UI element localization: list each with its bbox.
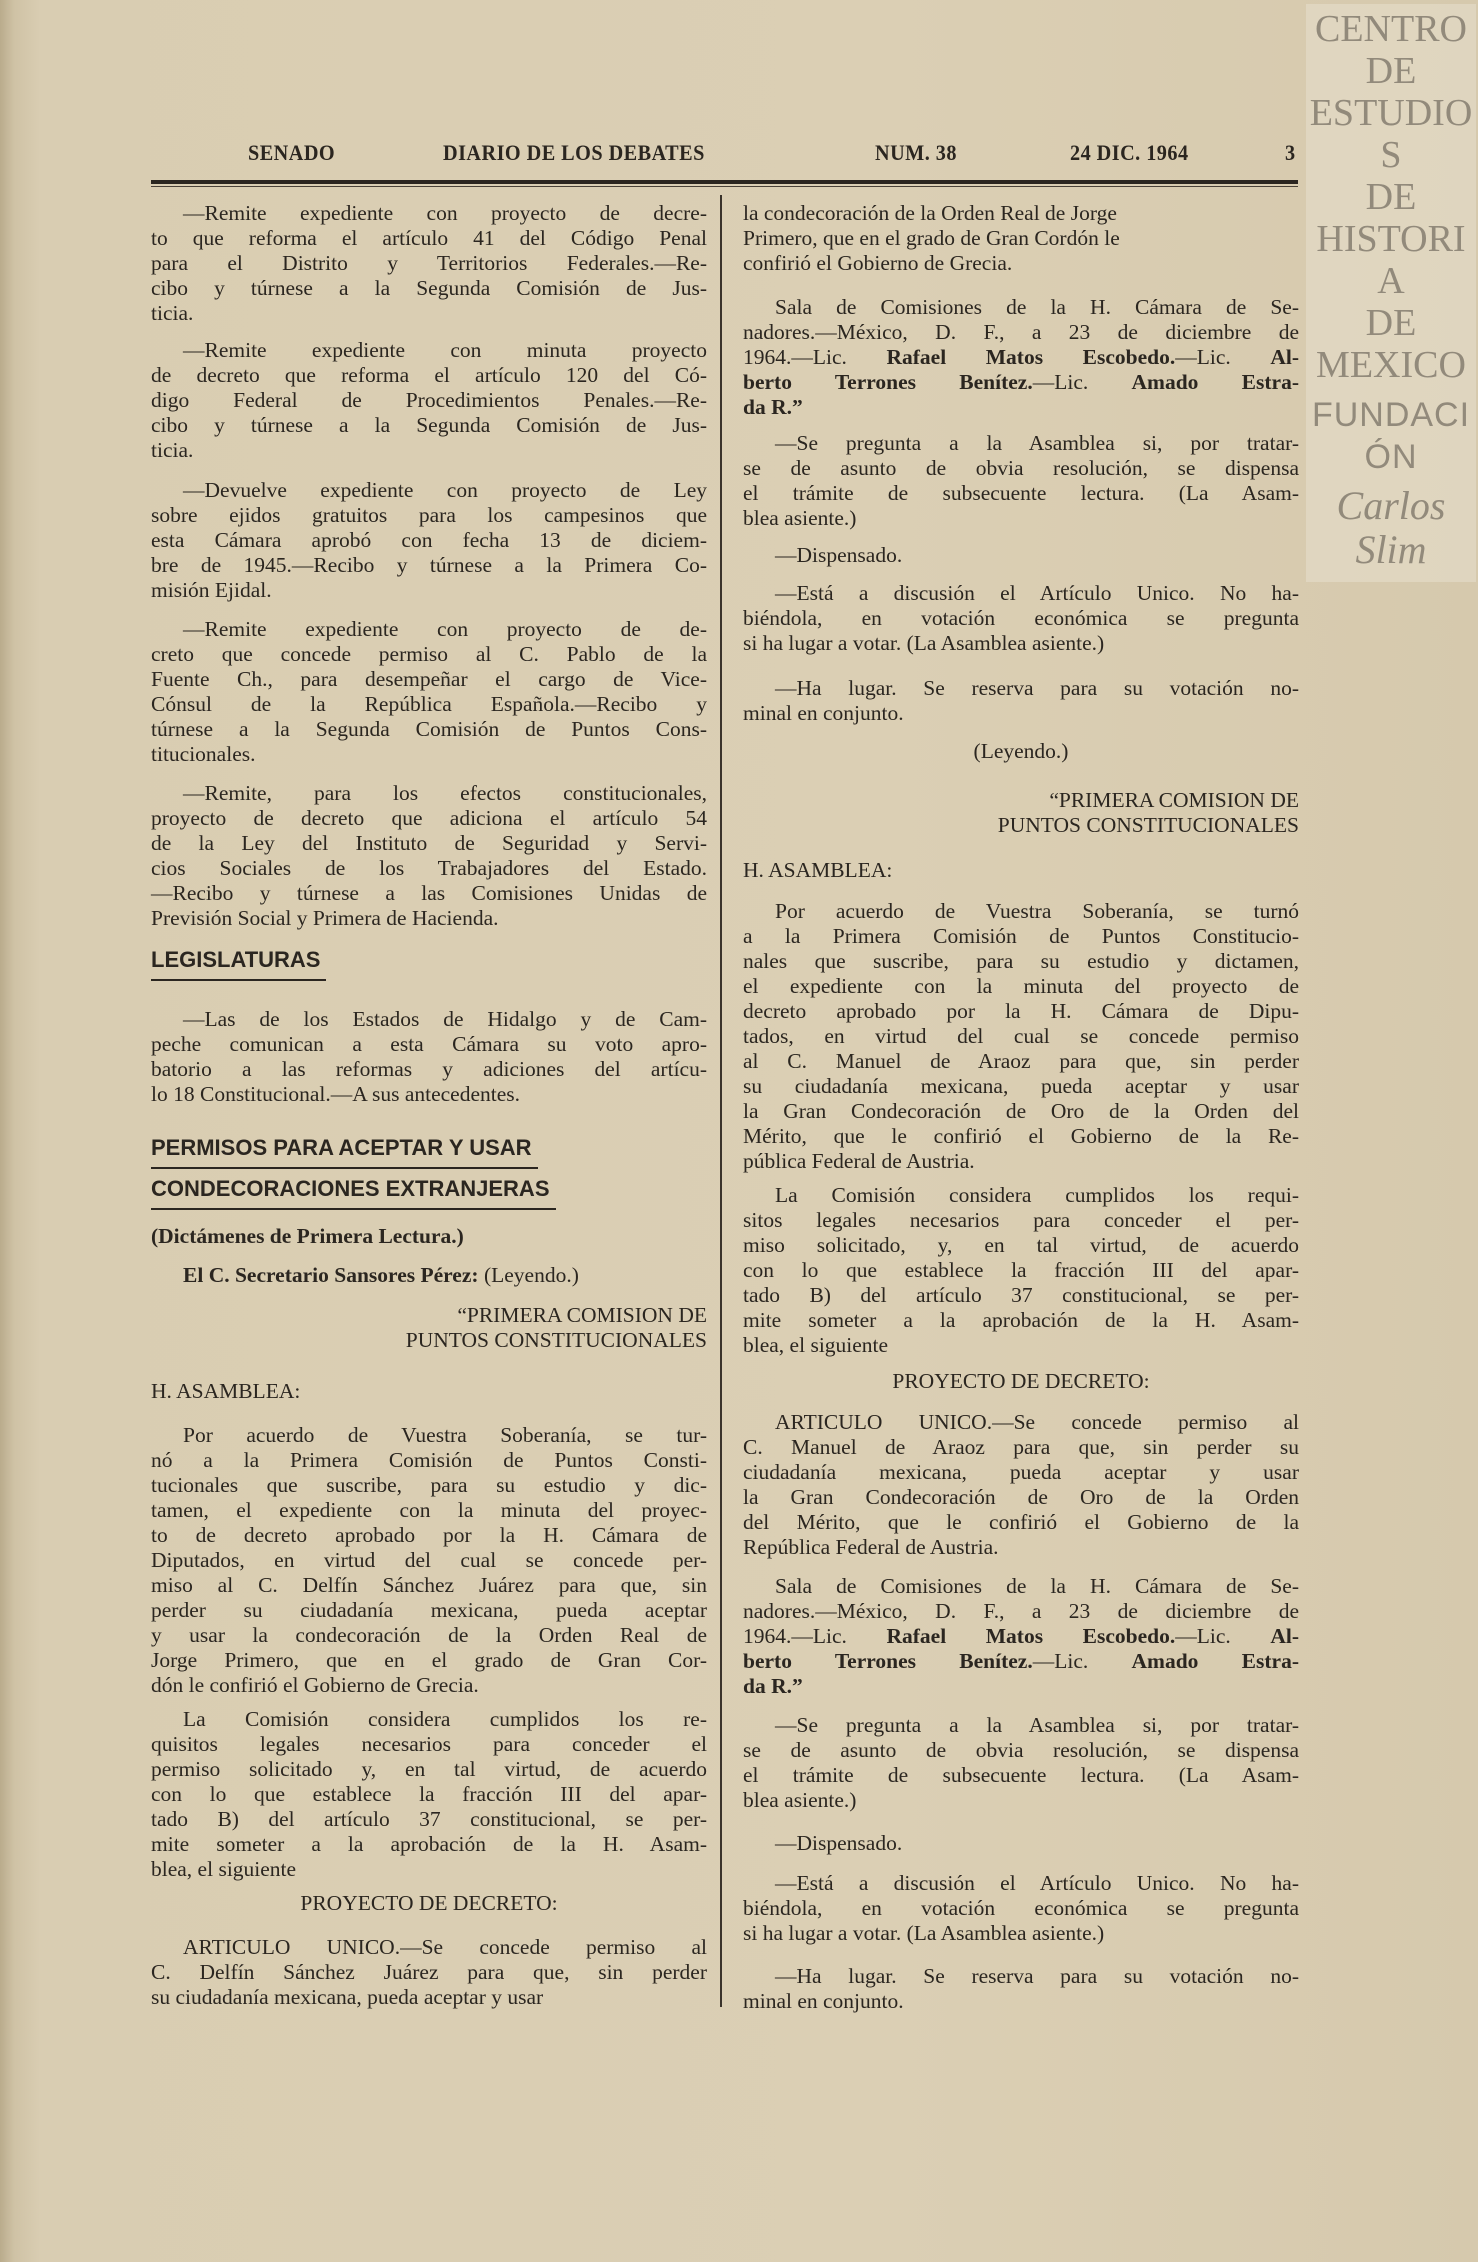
heading-line [151,940,707,981]
text-line: su ciudadanía mexicana, pueda aceptar y usar [743,1074,1299,1098]
header-date: 24 DIC. 1964 [1070,140,1189,165]
text: —Lic. [1175,345,1271,369]
text-line: ARTICULO UNICO.—Se concede permiso al [775,1410,1299,1434]
text-line: miso al C. Delfín Sánchez Juárez para que, sin [151,1573,707,1597]
text-line: si ha lugar a votar. (La Asamblea asiente.) [743,631,1105,655]
text-line: ciudadanía mexicana, pueda aceptar y usar [743,1460,1299,1484]
text-line: to de decreto aprobado por la H. Cámara de [151,1523,707,1547]
section-heading [151,1128,707,1210]
text-line: —Está a discusión el Artículo Unico. No ha- [775,581,1299,605]
paragraph [151,201,707,326]
text-line: miso solicitado, y, en tal virtud, de acuerdo [743,1233,1299,1257]
text-line: tados, en virtud del cual se concede permiso [743,1024,1299,1048]
text-line: —Se pregunta a la Asamblea si, por tratar- [775,1713,1299,1737]
text-line: —Remite, para los efectos constitucionales, [183,781,707,805]
text-line: —Recibo y túrnese a las Comisiones Unidas de [151,881,707,905]
text-line: a la Primera Comisión de Puntos Constitucio- [743,924,1299,948]
text-line: mite someter a la aprobación de la H. Asam- [151,1832,707,1856]
text-line: con lo que establece la fracción III del apar- [743,1258,1299,1282]
text-line [743,1649,1299,1674]
text-line: lo 18 Constitucional.—A sus antecedentes. [151,1082,521,1106]
text-line: Jorge Primero, que en el grado de Gran Cor- [151,1648,707,1672]
bold-text: (Dictámenes de Primera Lectura.) [151,1224,464,1248]
paragraph [743,1964,1299,2014]
text-line: batorio a las reformas y adiciones del artícu- [151,1057,707,1081]
text-line: tado B) del artículo 37 constitucional, se per- [151,1807,707,1831]
text-line: —Dispensado. [775,1831,903,1855]
text-line: la Gran Condecoración de Oro de la Orden [743,1485,1299,1509]
text-line: bre de 1945.—Recibo y túrnese a la Primera Co- [151,553,707,577]
text-line: su ciudadanía mexicana, pueda aceptar y usar [151,1985,544,2009]
paragraph [743,1410,1299,1560]
text-line: creto que concede permiso al C. Pablo de la [151,642,707,666]
text-line: H. ASAMBLEA: [151,1379,301,1403]
heading-line [151,1128,707,1169]
text: —Lic. [1175,1624,1271,1648]
paragraph [743,1831,1299,1856]
text-line: perder su ciudadanía mexicana, pueda aceptar [151,1598,707,1622]
text-line: “PRIMERA COMISION DE [1049,788,1299,812]
text-line [151,1263,707,1288]
text-line: túrnese a la Segunda Comisión de Puntos Cons- [151,717,707,741]
text: —Lic. [1032,370,1132,394]
paragraph [151,1007,707,1107]
text-line: tamen, el expediente con la minuta del proyec- [151,1498,707,1522]
paragraph [743,1713,1299,1813]
text-line: —Remite expediente con proyecto de de- [183,617,707,641]
text-line: PUNTOS CONSTITUCIONALES [405,1328,707,1352]
text-line: Por acuerdo de Vuestra Soberanía, se tur- [183,1423,707,1447]
text-line: —Ha lugar. Se reserva para su votación no- [775,676,1299,700]
heading-text: LEGISLATURAS [151,941,326,981]
text-line: cios Sociales de los Trabajadores del Estado. [151,856,707,880]
text-line: ticia. [151,438,194,462]
text-line: “PRIMERA COMISION DE [457,1303,707,1327]
paragraph [743,581,1299,656]
watermark-line: DE HISTORIA [1316,176,1466,302]
text-line: Por acuerdo de Vuestra Soberanía, se turnó [775,899,1299,923]
text-line: biéndola, en votación económica se pregunta [743,606,1299,630]
text-line: sitos legales necesarios para conceder el per- [743,1208,1299,1232]
text-line: mite someter a la aprobación de la H. Asam- [743,1308,1299,1332]
bold-text: El C. Secretario Sansores Pérez: [183,1263,479,1287]
text-line: —Dispensado. [775,543,903,567]
text-line: minal en conjunto. [743,701,904,725]
text-line: misión Ejidal. [151,578,272,602]
text-line: C. Manuel de Araoz para que, sin perder su [743,1435,1299,1459]
paragraph [743,788,1299,838]
text-line: pública Federal de Austria. [743,1149,975,1173]
paragraph [743,201,1299,276]
bold-text: Amado Estra- [1131,1649,1299,1673]
text-line: quisitos legales necesarios para conceder el [151,1732,707,1756]
text-line: Sala de Comisiones de la H. Cámara de Se- [775,295,1299,319]
text-line: Cónsul de la República Española.—Recibo y [151,692,707,716]
text-line: —Remite expediente con proyecto de decre- [183,201,707,225]
watermark-line: DE MEXICO [1316,302,1466,386]
heading-line [151,1169,707,1210]
paragraph [151,1263,707,1288]
column-divider [720,195,722,2007]
text-line: —Devuelve expediente con proyecto de Ley [183,478,707,502]
text-line: cibo y túrnese a la Segunda Comisión de Jus- [151,413,707,437]
text-line: el trámite de subsecuente lectura. (La Asam- [743,1763,1299,1787]
paragraph [151,1379,707,1404]
paragraph [151,1935,707,2010]
text-line: dón le confirió el Gobierno de Grecia. [151,1673,479,1697]
text-line: el expediente con la minuta del proyecto de [743,974,1299,998]
text-line: si ha lugar a votar. (La Asamblea asiente.) [743,1921,1105,1945]
text-line: Sala de Comisiones de la H. Cámara de Se- [775,1574,1299,1598]
header-chamber: SENADO [248,140,336,165]
text-line: Diputados, en virtud del cual se concede per- [151,1548,707,1572]
paragraph [743,899,1299,1174]
text-line: PROYECTO DE DECRETO: [300,1891,558,1915]
text-line: nó a la Primera Comisión de Puntos Consti- [151,1448,707,1472]
bold-text: Rafael Matos Escobedo. [886,345,1176,369]
text-line: —Ha lugar. Se reserva para su votación no- [775,1964,1299,1988]
paragraph [151,617,707,767]
text-line: ticia. [151,301,194,325]
text: —Lic. [1032,1649,1132,1673]
text-line: decreto aprobado por la H. Cámara de Dipu- [743,999,1299,1023]
text-line: tucionales que suscribe, para su estudio y dic- [151,1473,707,1497]
text-line [743,1674,1299,1699]
text-line: para el Distrito y Territorios Federales.—Re- [151,251,707,275]
paragraph [151,1707,707,1882]
text-line: al C. Manuel de Araoz para que, sin perder [743,1049,1299,1073]
paragraph [151,1224,707,1249]
text-line: República Federal de Austria. [743,1535,999,1559]
paragraph [743,1574,1299,1699]
paragraph [743,1871,1299,1946]
text-line: proyecto de decreto que adiciona el artículo 54 [151,806,707,830]
text-line: nadores.—México, D. F., a 23 de diciembre de [743,320,1299,344]
text-line [743,345,1299,370]
text-line: la condecoración de la Orden Real de Jorge [743,201,1117,225]
centered-heading [151,1891,707,1916]
text-line: del Mérito, que le confirió el Gobierno de la [743,1510,1299,1534]
watermark-line: CENTRO DE [1315,8,1467,92]
text-line: blea asiente.) [743,1788,857,1812]
text-line: Previsión Social y Primera de Hacienda. [151,906,499,930]
watermark-panel [1306,4,1476,582]
text-line [743,395,1299,420]
text-line [151,1224,707,1249]
text-line: minal en conjunto. [743,1989,904,2013]
text-line: esta Cámara aprobó con fecha 13 de diciem- [151,528,707,552]
bold-text: Al- [1270,1624,1300,1648]
section-heading [151,940,707,981]
header-page-number: 3 [1285,140,1296,165]
watermark-signature: Carlos Slim [1336,483,1446,572]
centered-heading [743,1369,1299,1394]
text-line: to que reforma el artículo 41 del Código Penal [151,226,707,250]
text-line: —Se pregunta a la Asamblea si, por tratar- [775,431,1299,455]
text-line: —Las de los Estados de Hidalgo y de Cam- [183,1007,707,1031]
text: 1964.—Lic. [743,345,887,369]
text-line: peche comunican a esta Cámara su voto apro- [151,1032,707,1056]
text-line: de la Ley del Instituto de Seguridad y Servi- [151,831,707,855]
text-line: tado B) del artículo 37 constitucional, se per- [743,1283,1299,1307]
text-line: de decreto que reforma el artículo 120 del Có- [151,363,707,387]
text-line: ARTICULO UNICO.—Se concede permiso al [183,1935,707,1959]
paragraph [743,543,1299,568]
header-publication: DIARIO DE LOS DEBATES [443,140,705,165]
text-line: —Remite expediente con minuta proyecto [183,338,707,362]
text-line: C. Delfín Sánchez Juárez para que, sin perder [151,1960,707,1984]
text-line [743,1624,1299,1649]
text-line: digo Federal de Procedimientos Penales.—Re- [151,388,707,412]
text-line: se de asunto de obvia resolución, se dispensa [743,456,1299,480]
text-line [743,370,1299,395]
paragraph [151,781,707,931]
text-line: con lo que establece la fracción III del apar- [151,1782,707,1806]
text-line: titucionales. [151,742,256,766]
bold-text: da R.” [743,395,803,419]
text-line: blea asiente.) [743,506,857,530]
header-rule [151,180,1298,184]
text-line: —Está a discusión el Artículo Unico. No ha- [775,1871,1299,1895]
text-line: nadores.—México, D. F., a 23 de diciembre de [743,1599,1299,1623]
text-line: biéndola, en votación económica se pregunta [743,1896,1299,1920]
text-line: PUNTOS CONSTITUCIONALES [997,813,1299,837]
paragraph [151,1423,707,1698]
centered-heading [743,739,1299,764]
text-line: permiso solicitado y, en tal virtud, de acuerdo [151,1757,707,1781]
text-line: la Gran Condecoración de Oro de la Orden del [743,1099,1299,1123]
text-line: confirió el Gobierno de Grecia. [743,251,1013,275]
text-line: La Comisión considera cumplidos los re- [183,1707,707,1731]
text-line: Mérito, que le confirió el Gobierno de la Re- [743,1124,1299,1148]
text-line: blea, el siguiente [743,1333,889,1357]
bold-text: berto Terrones Benítez. [743,370,1033,394]
text-line: Primero, que en el grado de Gran Cordón le [743,226,1120,250]
text-line: Fuente Ch., para desempeñar el cargo de Vice- [151,667,707,691]
text-line: La Comisión considera cumplidos los requi- [775,1183,1299,1207]
text-line: se de asunto de obvia resolución, se dispensa [743,1738,1299,1762]
paragraph [151,478,707,603]
paragraph [743,1183,1299,1358]
header-rule-thin [151,186,1298,187]
paragraph [151,1303,707,1353]
paragraph [743,676,1299,726]
watermark-line: ESTUDIOS [1309,92,1473,176]
text-line: el trámite de subsecuente lectura. (La Asam- [743,481,1299,505]
paragraph [743,858,1299,883]
text-line: PROYECTO DE DECRETO: [892,1369,1150,1393]
text-line: sobre ejidos gratuitos para los campesinos que [151,503,707,527]
text-line: cibo y túrnese a la Segunda Comisión de Jus- [151,276,707,300]
header-number: NUM. 38 [875,140,957,165]
bold-text: Amado Estra- [1131,370,1299,394]
text-line: y usar la condecoración de la Orden Real de [151,1623,707,1647]
bold-text: da R.” [743,1674,803,1698]
text: 1964.—Lic. [743,1624,887,1648]
text: (Leyendo.) [478,1263,579,1287]
text-line: nales que suscribe, para su estudio y dictamen, [743,949,1299,973]
heading-text: PERMISOS PARA ACEPTAR Y USAR [151,1129,538,1169]
paragraph [743,295,1299,420]
text-line: blea, el siguiente [151,1857,297,1881]
heading-text: CONDECORACIONES EXTRANJERAS [151,1170,556,1210]
bold-text: berto Terrones Benítez. [743,1649,1033,1673]
paragraph [151,338,707,463]
text-line: (Leyendo.) [973,739,1069,763]
bold-text: Rafael Matos Escobedo. [886,1624,1176,1648]
paragraph [743,431,1299,531]
watermark-foundation: FUNDACIÓN [1311,396,1471,476]
bold-text: Al- [1270,345,1300,369]
text-line: H. ASAMBLEA: [743,858,893,882]
